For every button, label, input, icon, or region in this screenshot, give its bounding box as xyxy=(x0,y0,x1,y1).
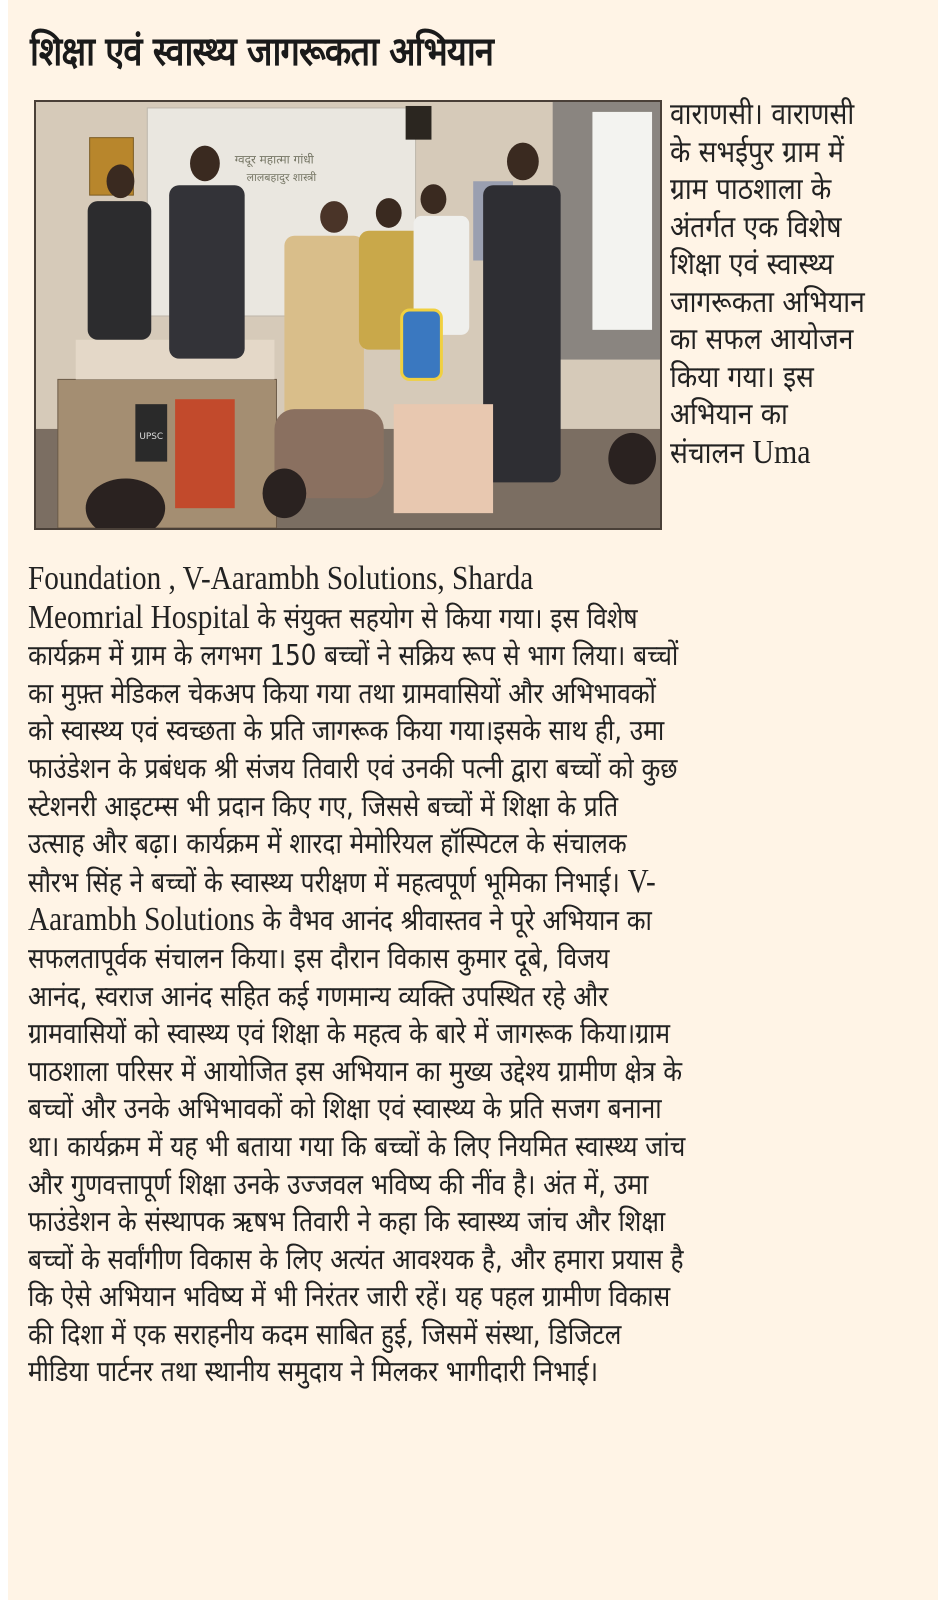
book-label: UPSC xyxy=(139,431,164,442)
english-segment: Meomrial Hospital xyxy=(28,598,258,636)
text-line: का मुफ़्त मेडिकल चेकअप किया गया तथा ग्रामवासियों और अभिभावकों xyxy=(28,676,656,710)
person xyxy=(284,236,363,424)
text-line xyxy=(28,560,811,599)
person-head xyxy=(376,198,402,228)
text-line xyxy=(670,434,908,473)
newspaper-clipping xyxy=(8,0,938,1600)
side-column xyxy=(670,96,938,472)
child-head xyxy=(608,433,656,485)
person xyxy=(483,185,561,482)
person-head xyxy=(320,201,348,233)
english-segment: V- xyxy=(627,862,656,900)
text-line: फाउंडेशन के संस्थापक ऋषभ तिवारी ने कहा कि स्वास्थ्य जांच और शिक्षा xyxy=(28,1205,666,1239)
notebooks-pile xyxy=(394,404,493,513)
text-line: आनंद, स्वराज आनंद सहित कई गणमान्य व्यक्ति उपस्थित रहे और xyxy=(28,979,609,1013)
text-segment: संचालन xyxy=(670,435,753,471)
text-line: बच्चों के सर्वांगीण विकास के लिए अत्यंत आवश्यक है, और हमारा प्रयास है xyxy=(28,1242,684,1276)
text-line: की दिशा में एक सराहनीय कदम साबित हुई, जिसमें संस्था, डिजिटल xyxy=(28,1317,622,1351)
board-text-2: लालबहादुर शास्त्री xyxy=(246,171,317,185)
text-line: बच्चों और उनके अभिभावकों को शिक्षा एवं स्वास्थ्य के प्रति सजग बनाना xyxy=(28,1092,662,1126)
text-line: उत्साह और बढ़ा। कार्यक्रम में शारदा मेमोरियल हॉस्पिटल के संचालक xyxy=(28,827,627,861)
text-line: और गुणवत्तापूर्ण शिक्षा उनके उज्जवल भविष्य की नींव है। अंत में, उमा xyxy=(28,1167,649,1201)
window-pane xyxy=(592,112,652,330)
text-line xyxy=(28,901,811,940)
person-head xyxy=(507,143,539,181)
text-line: फाउंडेशन के प्रबंधक श्री संजय तिवारी एवं उनकी पत्नी द्वारा बच्चों को कुछ xyxy=(28,751,678,785)
text-segment: के संयुक्त सहयोग से किया गया। इस विशेष xyxy=(257,601,638,635)
text-line: कार्यक्रम में ग्राम के लगभग 150 बच्चों ने सक्रिय रूप से भाग लिया। बच्चों xyxy=(28,639,679,673)
text-line: अभियान का xyxy=(670,397,788,432)
person xyxy=(169,185,245,358)
text-segment: के वैभव आनंद श्रीवास्तव ने पूरे अभियान का xyxy=(254,904,652,938)
person-head xyxy=(190,146,220,182)
framed-picture xyxy=(406,106,432,140)
text-line: ग्रामवासियों को स्वास्थ्य एवं शिक्षा के महत्व के बारे में जागरूक किया।ग्राम xyxy=(28,1017,671,1051)
child-head xyxy=(263,469,307,519)
english-segment: Uma xyxy=(752,433,811,471)
board-text-1: ग्वदूर महात्मा गांधी xyxy=(234,152,314,167)
text-line: का सफल आयोजन xyxy=(670,322,854,357)
text-line xyxy=(28,599,811,638)
person-head xyxy=(421,184,447,214)
text-line: शिक्षा एवं स्वास्थ्य xyxy=(670,247,834,282)
article-body xyxy=(28,560,938,1391)
text-line: था। कार्यक्रम में यह भी बताया गया कि बच्चों के लिए नियमित स्वास्थ्य जांच xyxy=(28,1129,686,1163)
news-photo xyxy=(34,100,662,530)
headline: शिक्षा एवं स्वास्थ्य जागरूकता अभियान xyxy=(30,29,494,75)
text-line: अंतर्गत एक विशेष xyxy=(670,209,842,245)
text-line: वाराणसी। वाराणसी xyxy=(670,97,855,132)
person-head xyxy=(107,164,135,198)
text-line: को स्वास्थ्य एवं स्वच्छता के प्रति जागरूक किया गया।इसके साथ ही, उमा xyxy=(28,714,665,748)
classroom-photo xyxy=(36,102,660,528)
english-segment: Aarambh Solutions xyxy=(28,901,255,939)
school-bag xyxy=(402,310,442,379)
text-line: किया गया। इस xyxy=(670,359,814,395)
text-line: जागरूकता अभियान xyxy=(670,284,865,320)
text-line: ग्राम पाठशाला के xyxy=(670,172,832,207)
english-segment: Foundation , V-Aarambh Solutions, Sharda xyxy=(28,560,534,597)
text-line: कि ऐसे अभियान भविष्य में भी निरंतर जारी रहें। यह पहल ग्रामीण विकास xyxy=(28,1280,671,1314)
text-line: पाठशाला परिसर में आयोजित इस अभियान का मुख्य उद्देश्य ग्रामीण क्षेत्र के xyxy=(28,1054,683,1088)
text-line: सफलतापूर्वक संचालन किया। इस दौरान विकास कुमार दूबे, विजय xyxy=(28,941,610,975)
text-line: मीडिया पार्टनर तथा स्थानीय समुदाय ने मिलकर भागीदारी निभाई। xyxy=(28,1355,599,1389)
text-line: स्टेशनरी आइटम्स भी प्रदान किए गए, जिससे बच्चों में शिक्षा के प्रति xyxy=(28,789,619,823)
text-line: के सभईपुर ग्राम में xyxy=(670,134,844,170)
text-segment: सौरभ सिंह ने बच्चों के स्वास्थ्य परीक्षण में महत्वपूर्ण भूमिका निभाई। xyxy=(28,865,628,899)
books-stack xyxy=(175,399,235,508)
person xyxy=(88,201,152,340)
text-line xyxy=(28,863,811,902)
